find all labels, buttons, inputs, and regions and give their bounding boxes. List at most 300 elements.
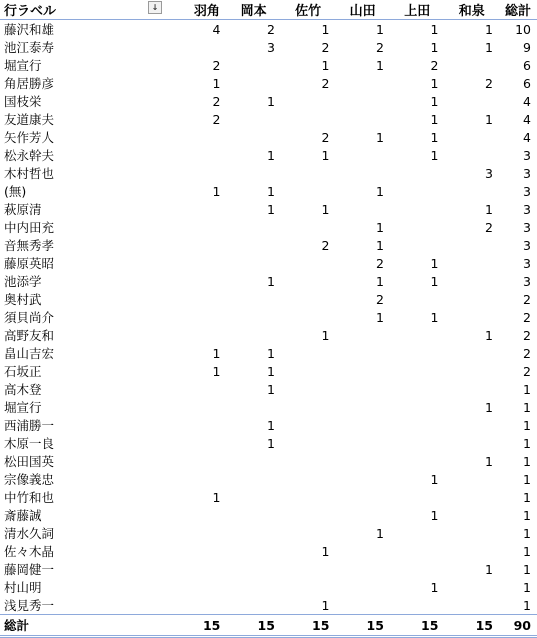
value-cell[interactable] [281,182,336,200]
value-cell[interactable] [390,596,445,615]
trainer-name-cell[interactable]: 藤沢和雄 [4,22,55,37]
value-cell[interactable]: 1 [375,21,384,37]
value-cell[interactable] [390,452,445,470]
value-cell[interactable]: 1 [430,147,439,163]
value-cell[interactable] [335,146,390,164]
value-cell[interactable]: 1 [212,345,221,361]
row-total-cell[interactable]: 6 [523,75,531,91]
value-cell[interactable] [444,542,499,560]
value-cell[interactable] [172,452,227,470]
value-cell[interactable] [444,344,499,362]
table-row[interactable] [0,146,537,164]
value-cell[interactable] [281,290,336,308]
value-cell[interactable]: 1 [485,561,493,577]
value-cell[interactable]: 1 [485,453,493,469]
table-row[interactable] [0,434,537,452]
value-cell[interactable]: 1 [430,255,439,271]
value-cell[interactable] [172,470,227,488]
value-cell[interactable] [335,506,390,524]
trainer-name-cell[interactable]: 堀宣行 [4,58,42,73]
trainer-name-cell[interactable]: 堀宣行 [4,400,42,415]
value-cell[interactable] [444,470,499,488]
value-cell[interactable]: 1 [266,345,275,361]
value-cell[interactable] [172,128,227,146]
table-row[interactable] [0,452,537,470]
value-cell[interactable] [335,110,390,128]
value-cell[interactable] [444,488,499,506]
value-cell[interactable] [281,218,336,236]
row-total-cell[interactable]: 2 [523,363,531,379]
value-cell[interactable]: 1 [430,93,439,109]
trainer-name-cell[interactable]: 池添学 [4,274,42,289]
value-cell[interactable]: 1 [321,543,330,559]
value-cell[interactable] [335,344,390,362]
value-cell[interactable]: 1 [485,327,493,343]
value-cell[interactable]: 4 [212,21,221,37]
value-cell[interactable] [390,362,445,380]
value-cell[interactable]: 1 [266,435,275,451]
value-cell[interactable]: 1 [266,273,275,289]
value-cell[interactable] [172,398,227,416]
value-cell[interactable] [444,128,499,146]
row-total-cell[interactable]: 1 [523,399,531,415]
value-cell[interactable] [226,452,281,470]
value-cell[interactable] [226,542,281,560]
trainer-name-cell[interactable]: 高木登 [4,382,42,397]
value-cell[interactable] [226,74,281,92]
value-cell[interactable]: 1 [485,111,493,127]
row-total-cell[interactable]: 1 [523,507,531,523]
value-cell[interactable]: 2 [321,237,330,253]
value-cell[interactable]: 1 [321,327,330,343]
value-cell[interactable]: 1 [212,363,221,379]
value-cell[interactable]: 1 [375,273,384,289]
trainer-name-cell[interactable]: 須貝尚介 [4,310,55,325]
value-cell[interactable]: 1 [375,237,384,253]
value-cell[interactable] [172,596,227,615]
value-cell[interactable] [281,578,336,596]
column-header: 山田 [335,0,390,20]
value-cell[interactable]: 2 [212,57,221,73]
value-cell[interactable]: 1 [430,273,439,289]
value-cell[interactable] [226,578,281,596]
value-cell[interactable] [226,164,281,182]
value-cell[interactable] [172,236,227,254]
value-cell[interactable] [390,380,445,398]
value-cell[interactable] [444,236,499,254]
value-cell[interactable]: 1 [321,21,330,37]
table-row[interactable] [0,92,537,110]
value-cell[interactable] [335,470,390,488]
value-cell[interactable] [226,110,281,128]
table-row[interactable] [0,128,537,146]
value-cell[interactable] [172,308,227,326]
value-cell[interactable] [172,506,227,524]
trainer-name-cell[interactable]: 松田国英 [4,454,55,469]
row-total-cell[interactable]: 1 [523,543,531,559]
table-row[interactable] [0,344,537,362]
row-total-cell[interactable]: 3 [523,255,531,271]
value-cell[interactable]: 1 [430,21,439,37]
value-cell[interactable] [172,272,227,290]
value-cell[interactable] [390,290,445,308]
value-cell[interactable]: 1 [266,363,275,379]
table-row[interactable] [0,578,537,596]
table-row[interactable] [0,290,537,308]
row-total-cell[interactable]: 3 [523,201,531,217]
value-cell[interactable] [444,308,499,326]
trainer-name-cell[interactable]: 浅見秀一 [4,598,55,613]
trainer-name-cell[interactable]: 石坂正 [4,364,42,379]
table-row[interactable] [0,218,537,236]
value-cell[interactable] [335,362,390,380]
value-cell[interactable] [226,56,281,74]
value-cell[interactable] [335,200,390,218]
value-cell[interactable] [281,416,336,434]
value-cell[interactable]: 1 [212,489,221,505]
value-cell[interactable] [444,290,499,308]
value-cell[interactable] [281,470,336,488]
row-total-cell[interactable]: 1 [523,561,531,577]
value-cell[interactable]: 1 [212,183,221,199]
value-cell[interactable]: 2 [485,219,493,235]
value-cell[interactable] [390,560,445,578]
table-row[interactable] [0,398,537,416]
trainer-name-cell[interactable]: 斎藤誠 [4,508,42,523]
value-cell[interactable]: 1 [430,309,439,325]
value-cell[interactable] [390,542,445,560]
value-cell[interactable] [281,344,336,362]
value-cell[interactable]: 1 [485,399,493,415]
row-total-cell[interactable]: 1 [523,579,531,595]
value-cell[interactable]: 1 [375,309,384,325]
value-cell[interactable] [226,560,281,578]
value-cell[interactable] [335,488,390,506]
trainer-name-cell[interactable]: 国枝栄 [4,94,42,109]
row-total-cell[interactable]: 1 [523,381,531,397]
value-cell[interactable]: 2 [321,129,330,145]
value-cell[interactable]: 1 [430,39,439,55]
column-header: 岡本 [226,0,281,20]
value-cell[interactable] [390,344,445,362]
table-row[interactable] [0,272,537,290]
row-total-cell[interactable]: 2 [523,291,531,307]
value-cell[interactable] [444,506,499,524]
filter-dropdown-icon[interactable]: ↓ [148,1,162,14]
value-cell[interactable] [390,416,445,434]
trainer-name-cell[interactable]: 角居勝彦 [4,76,55,91]
value-cell[interactable] [281,308,336,326]
row-total-cell[interactable]: 3 [523,237,531,253]
value-cell[interactable]: 1 [430,129,439,145]
value-cell[interactable] [335,596,390,615]
table-row[interactable] [0,254,537,272]
value-cell[interactable] [390,434,445,452]
value-cell[interactable]: 1 [375,525,384,541]
value-cell[interactable] [390,182,445,200]
value-cell[interactable] [172,146,227,164]
value-cell[interactable] [444,272,499,290]
value-cell[interactable] [390,218,445,236]
value-cell[interactable] [226,470,281,488]
value-cell[interactable]: 1 [266,381,275,397]
value-cell[interactable] [390,524,445,542]
value-cell[interactable] [226,254,281,272]
value-cell[interactable] [444,56,499,74]
value-cell[interactable]: 1 [430,579,439,595]
value-cell[interactable] [172,434,227,452]
value-cell[interactable] [390,488,445,506]
value-cell[interactable] [444,524,499,542]
value-cell[interactable] [335,416,390,434]
value-cell[interactable] [226,524,281,542]
table-row[interactable] [0,200,537,218]
value-cell[interactable]: 1 [321,201,330,217]
value-cell[interactable]: 1 [321,147,330,163]
value-cell[interactable] [335,398,390,416]
value-cell[interactable] [444,578,499,596]
row-total-cell[interactable]: 4 [523,111,531,127]
trainer-name-cell[interactable]: 高野友和 [4,328,55,343]
value-cell[interactable]: 3 [266,39,275,55]
value-cell[interactable]: 2 [375,255,384,271]
value-cell[interactable] [390,164,445,182]
value-cell[interactable] [335,542,390,560]
value-cell[interactable]: 2 [485,75,493,91]
value-cell[interactable] [281,164,336,182]
table-row[interactable] [0,596,537,615]
trainer-name-cell[interactable]: 木村哲也 [4,166,55,181]
value-cell[interactable] [226,398,281,416]
value-cell[interactable] [226,596,281,615]
row-total-cell[interactable]: 6 [523,57,531,73]
value-cell[interactable]: 1 [321,57,330,73]
value-cell[interactable] [444,596,499,615]
value-cell[interactable]: 1 [485,201,493,217]
value-cell[interactable] [172,38,227,56]
value-cell[interactable] [281,362,336,380]
value-cell[interactable] [281,434,336,452]
value-cell[interactable]: 1 [430,507,439,523]
value-cell[interactable] [335,380,390,398]
table-row[interactable] [0,524,537,542]
trainer-name-cell[interactable]: 中内田充 [4,220,55,235]
value-cell[interactable] [390,236,445,254]
value-cell[interactable] [281,254,336,272]
row-total-cell[interactable]: 2 [523,345,531,361]
trainer-name-cell[interactable]: 村山明 [4,580,42,595]
trainer-name-cell[interactable]: 友道康夫 [4,112,55,127]
value-cell[interactable] [226,128,281,146]
row-total-cell[interactable]: 2 [523,327,531,343]
value-cell[interactable] [281,398,336,416]
value-cell[interactable]: 1 [430,471,439,487]
table-row[interactable] [0,236,537,254]
row-total-cell[interactable]: 3 [523,273,531,289]
value-cell[interactable] [444,146,499,164]
value-cell[interactable]: 1 [321,597,330,613]
value-cell[interactable] [281,560,336,578]
table-row[interactable] [0,74,537,92]
value-cell[interactable]: 1 [212,75,221,91]
value-cell[interactable] [172,254,227,272]
value-cell[interactable]: 1 [430,75,439,91]
row-total-cell[interactable]: 1 [523,417,531,433]
trainer-name-cell[interactable]: 奥村武 [4,292,42,307]
value-cell[interactable] [444,380,499,398]
trainer-name-cell[interactable]: (無) [4,184,27,199]
value-cell[interactable]: 2 [212,111,221,127]
value-cell[interactable] [444,92,499,110]
row-total-cell[interactable]: 4 [523,129,531,145]
row-total-cell[interactable]: 3 [523,219,531,235]
value-cell[interactable]: 1 [430,111,439,127]
value-cell[interactable] [172,218,227,236]
value-cell[interactable] [281,452,336,470]
value-cell[interactable] [172,560,227,578]
trainer-name-cell[interactable]: 木原一良 [4,436,55,451]
trainer-name-cell[interactable]: 佐々木晶 [4,544,55,559]
trainer-name-cell[interactable]: 西浦勝一 [4,418,55,433]
row-total-cell[interactable]: 1 [523,525,531,541]
value-cell[interactable] [226,218,281,236]
value-cell[interactable] [281,110,336,128]
value-cell[interactable]: 1 [266,201,275,217]
table-row[interactable] [0,416,537,434]
row-total-cell[interactable]: 1 [523,471,531,487]
row-total-cell[interactable]: 3 [523,147,531,163]
value-cell[interactable]: 2 [375,291,384,307]
table-row[interactable] [0,38,537,56]
value-cell[interactable]: 2 [321,39,330,55]
row-total-cell[interactable]: 10 [515,21,531,37]
table-row[interactable] [0,110,537,128]
value-cell[interactable] [172,380,227,398]
value-cell[interactable] [281,488,336,506]
table-row[interactable] [0,308,537,326]
trainer-name-cell[interactable]: 萩原清 [4,202,42,217]
table-row[interactable] [0,56,537,74]
table-row[interactable] [0,182,537,200]
value-cell[interactable]: 2 [375,39,384,55]
value-cell[interactable] [335,326,390,344]
value-cell[interactable] [281,272,336,290]
value-cell[interactable] [335,434,390,452]
value-cell[interactable] [226,488,281,506]
value-cell[interactable] [335,452,390,470]
trainer-name-cell[interactable]: 音無秀孝 [4,238,55,253]
trainer-name-cell[interactable]: 清水久詞 [4,526,55,541]
value-cell[interactable]: 1 [485,21,493,37]
value-cell[interactable] [172,164,227,182]
value-cell[interactable] [226,236,281,254]
value-cell[interactable]: 2 [266,21,275,37]
row-total-cell[interactable]: 4 [523,93,531,109]
value-cell[interactable] [226,326,281,344]
value-cell[interactable]: 2 [321,75,330,91]
value-cell[interactable] [172,290,227,308]
trainer-name-cell[interactable]: 宗像義忠 [4,472,55,487]
table-row[interactable] [0,20,537,39]
value-cell[interactable] [444,416,499,434]
trainer-name-cell[interactable]: 藤岡健一 [4,562,55,577]
value-cell[interactable] [172,326,227,344]
value-cell[interactable] [444,362,499,380]
table-row[interactable] [0,326,537,344]
table-row[interactable] [0,470,537,488]
value-cell[interactable]: 1 [375,57,384,73]
value-cell[interactable] [172,524,227,542]
row-total-cell[interactable]: 9 [523,39,531,55]
value-cell[interactable] [281,380,336,398]
row-total-cell[interactable]: 2 [523,309,531,325]
row-total-cell[interactable]: 3 [523,165,531,181]
trainer-name-cell[interactable]: 矢作芳人 [4,130,55,145]
table-row[interactable] [0,488,537,506]
value-cell[interactable] [390,326,445,344]
table-row[interactable] [0,362,537,380]
value-cell[interactable] [444,434,499,452]
value-cell[interactable]: 1 [266,183,275,199]
row-total-cell[interactable]: 3 [523,183,531,199]
value-cell[interactable]: 1 [485,39,493,55]
value-cell[interactable]: 1 [266,417,275,433]
row-total-cell[interactable]: 1 [523,597,531,613]
trainer-name-cell[interactable]: 中竹和也 [4,490,55,505]
value-cell[interactable] [444,182,499,200]
value-cell[interactable] [226,506,281,524]
value-cell[interactable] [390,200,445,218]
table-row[interactable] [0,542,537,560]
value-cell[interactable] [444,254,499,272]
value-cell[interactable]: 1 [266,147,275,163]
value-cell[interactable] [281,92,336,110]
value-cell[interactable] [281,524,336,542]
value-cell[interactable]: 2 [430,57,439,73]
value-cell[interactable]: 3 [485,165,493,181]
value-cell[interactable] [172,578,227,596]
table-row[interactable] [0,380,537,398]
row-total-cell[interactable]: 1 [523,489,531,505]
trainer-name-cell[interactable]: 松永幹夫 [4,148,55,163]
value-cell[interactable] [390,398,445,416]
value-cell[interactable] [335,92,390,110]
trainer-name-cell[interactable]: 池江泰寿 [4,40,55,55]
value-cell[interactable] [226,290,281,308]
row-total-cell[interactable]: 1 [523,435,531,451]
value-cell[interactable]: 1 [375,129,384,145]
value-cell[interactable] [335,164,390,182]
table-row[interactable] [0,560,537,578]
value-cell[interactable] [335,578,390,596]
table-row[interactable] [0,506,537,524]
value-cell[interactable] [172,200,227,218]
table-row[interactable] [0,164,537,182]
trainer-name-cell[interactable]: 畠山吉宏 [4,346,55,361]
value-cell[interactable]: 1 [375,219,384,235]
value-cell[interactable]: 1 [375,183,384,199]
row-total-cell[interactable]: 1 [523,453,531,469]
value-cell[interactable] [335,74,390,92]
value-cell[interactable]: 1 [266,93,275,109]
value-cell[interactable]: 2 [212,93,221,109]
trainer-name-cell[interactable]: 藤原英昭 [4,256,55,271]
value-cell[interactable] [172,542,227,560]
value-cell[interactable] [172,416,227,434]
value-cell[interactable] [335,560,390,578]
value-cell[interactable] [226,308,281,326]
value-cell[interactable] [281,506,336,524]
